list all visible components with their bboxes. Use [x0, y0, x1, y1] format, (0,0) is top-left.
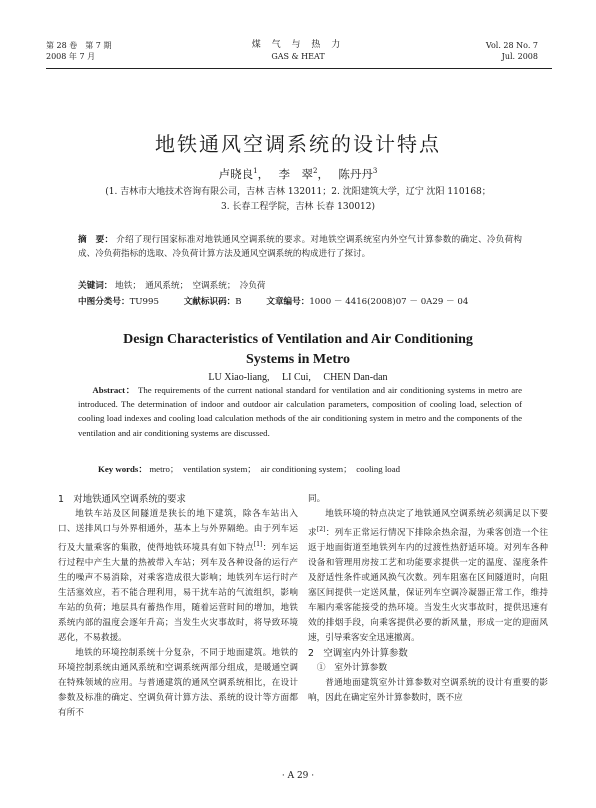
keywords-text-cn: 地铁； 通风系统； 空调系统； 冷负荷	[115, 281, 266, 291]
citation-ref: [2]	[316, 526, 326, 533]
abstract-label-en: Abstract：	[92, 385, 136, 395]
affiliation-line: (1. 吉林市大地技术咨询有限公司，吉林 吉林 132011；2. 沈阳建筑大学，辽宁 沈阳 110168；	[105, 187, 491, 197]
header-rule	[46, 68, 552, 69]
issue-date-cn: 2008 年 7 月	[46, 52, 96, 61]
title-en-line: Systems in Metro	[246, 352, 350, 367]
keywords-label-cn: 关键词：	[78, 281, 113, 291]
affiliation-marker: 2	[313, 167, 318, 176]
journal-name-en: GAS & HEAT	[271, 52, 325, 61]
author-list-en: LU Xiao-liang, LI Cui, CHEN Dan-dan	[208, 372, 388, 383]
journal-volume-info-en	[486, 40, 538, 62]
body-paragraph: 普通地面建筑室外计算参数对空调系统的设计有重要的影响，因此在确定室外计算参数时，既不应	[308, 677, 548, 703]
abstract-label-cn: 摘 要：	[78, 235, 114, 245]
journal-name-cn: 煤 气 与 热 力	[251, 40, 345, 50]
affiliation-line: 3. 长春工程学院，吉林 长春 130012)	[220, 202, 376, 212]
paragraph-text: ：列车运行过程中产生大量的热被带入车站；列车及各种设备的运行产生的噪声不易消除，对乘客造成很大影响；地铁列车运行时产生活塞效应，若不能合理利用，易干扰车站的气流组织，影响车站的负荷；地层具有蓄热作用，随着运营时间的增加，地铁系统内部的温度会逐年升高；当发生火灾事故时，将导致环境恶化，不易救援。	[58, 542, 298, 643]
author-name: 陈丹丹	[338, 167, 373, 181]
body-paragraph	[58, 507, 298, 646]
body-column-right	[308, 492, 548, 706]
page-number: · A 29 ·	[281, 771, 315, 781]
citation-ref: [1]	[253, 541, 263, 548]
section-heading: 1 对地铁通风空调系统的要求	[58, 494, 186, 505]
keywords-label-en: Key words：	[98, 464, 148, 474]
body-column-left	[58, 492, 298, 721]
article-number-label: 文章编号：	[266, 297, 310, 307]
author-name: 李 翠	[278, 167, 314, 181]
abstract-text-en: The requirements of the current national standard for ventilation and air conditioning systems in metro are introduced. The determination of indoor and outdoor air calculation parameters, composition of cooling load, selection of cooling load indexes and cooling load calculation methods of the air conditioning system in metro and the components of the ventilation and air conditioning systems are discussed.	[78, 385, 522, 438]
issue-date-en: Jul. 2008	[501, 52, 538, 61]
body-paragraph	[308, 507, 548, 646]
body-paragraph: 地铁的环境控制系统十分复杂，不同于地面建筑。地铁的环境控制系统由通风系统和空调系统两部分组成，是暖通空调在特殊领域的应用。与普通建筑的通风空调系统相比，在设计参数及标准的确定、空调负荷计算方法、系统的设计等方面都有所不	[58, 647, 298, 718]
abstract-en	[78, 383, 522, 440]
paragraph-text: ：列车正常运行情况下排除余热余湿，为乘客创造一个往返于地面街道至地铁列车内的过渡性热舒适环境。对列车各种设备和管理用房按工艺和功能要求提供一定的温度、湿度条件及舒适性条件或通风换气次数。列车阻塞在区间隧道时，向阻塞区间提供一定送风量，保证列车空调冷凝器正常工作，维持车厢内乘客能接受的热环境。当发生火灾事故时，提供迅速有效的排烟手段，向乘客提供必要的新风量，形成一定的迎面风速，引导乘客安全迅速撤离。	[308, 527, 548, 643]
body-paragraph-continuation: 同。	[308, 494, 326, 504]
keywords-text-en: metro； ventilation system； air conditioning system； cooling load	[149, 464, 401, 474]
title-en-line: Design Characteristics of Ventilation and Air Conditioning	[123, 332, 473, 347]
affiliations-cn	[0, 185, 596, 215]
keywords-cn	[78, 279, 522, 293]
author-list-cn: 卢晓良$^1$， 李 翠$^2$， 陈丹丹$^3$	[218, 167, 378, 181]
affiliation-marker: 1	[253, 167, 258, 176]
volume-issue: 第 28 卷 第 7 期	[46, 41, 112, 50]
paper-title-cn: 地铁通风空调系统的设计特点	[155, 132, 441, 156]
abstract-text-cn: 介绍了现行国家标准对地铁通风空调系统的要求。对地铁空调系统室内外空气计算参数的确定、冷负荷构成、冷负荷指标的选取、冷负荷计算方法及通风空调系统的构成进行了探讨。	[78, 235, 522, 259]
doc-code-label: 文献标识码：	[183, 297, 236, 307]
keywords-en	[98, 462, 522, 476]
author-name: 卢晓良	[218, 167, 254, 181]
affiliation-marker: 3	[372, 167, 378, 176]
paper-title-en	[0, 330, 596, 370]
article-number-value: 1000 － 4416(2008)07 － 0A29 － 04	[309, 297, 469, 307]
paragraph-text: 地铁环境的特点决定了地铁通风空调系统必须满足以下要求	[308, 509, 548, 538]
classification-line	[78, 295, 522, 309]
volume-issue-en: Vol. 28 No. 7	[485, 41, 538, 50]
doc-code-value: B	[235, 297, 242, 307]
subsection-heading: ① 室外计算参数	[316, 662, 388, 673]
abstract-cn	[78, 233, 522, 261]
section-heading: 2 空调室内外计算参数	[308, 647, 408, 659]
paragraph-text: 地铁车站及区间隧道是狭长的地下建筑，除各车站出入口、送排风口与外界相通外，基本上与外界隔绝。由于列车运行及大量乘客的集散，使得地铁环境具有如下特点	[58, 509, 298, 553]
class-number-label: 中图分类号：	[78, 297, 130, 307]
class-number-value: TU995	[129, 297, 159, 307]
